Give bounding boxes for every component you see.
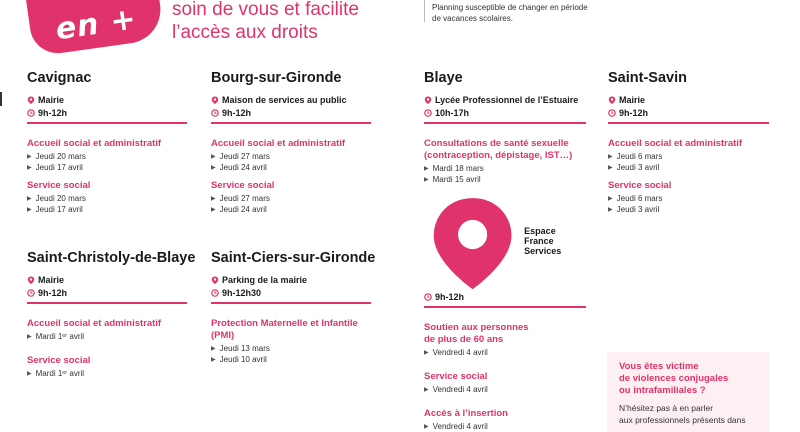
clock-icon: [27, 289, 35, 297]
location-pin-icon: [608, 96, 616, 104]
location-pin-icon: [424, 192, 521, 289]
service-title: Service social: [27, 355, 91, 366]
city-title: Saint-Savin: [608, 70, 687, 86]
planning-divider: [424, 0, 425, 22]
triangle-right-icon: ▶: [211, 165, 216, 171]
triangle-right-icon: ▶: [424, 387, 429, 394]
date-item: [608, 205, 769, 214]
divider: [211, 122, 371, 124]
triangle-right-icon: ▶: [27, 207, 32, 213]
edge-marker: [0, 92, 2, 106]
time: [211, 288, 371, 298]
triangle-right-icon: ▶: [211, 357, 216, 363]
place: [27, 95, 187, 105]
date-item: [608, 152, 769, 161]
planning-note-line-2: de vacances scolaires.: [432, 13, 513, 23]
box-title-line: ou intrafamiliales ?: [619, 385, 706, 396]
city-title: Saint-Ciers-sur-Gironde: [211, 250, 376, 266]
time-label: 9h-12h: [38, 288, 68, 298]
date-label: Jeudi 17 avril: [35, 163, 83, 172]
box-title-line: de violences conjugales: [619, 373, 729, 384]
service-title-line: Soutien aux personnes: [424, 322, 529, 334]
date-item: [211, 355, 371, 364]
location-pin-icon: [211, 96, 219, 104]
place-label: Mairie: [619, 95, 646, 105]
triangle-right-icon: ▶: [27, 196, 32, 202]
date-label: Jeudi 10 avril: [219, 355, 267, 364]
place-label: Parking de la mairie: [222, 275, 308, 285]
place-label: Mairie: [38, 95, 65, 105]
city-title: Blaye: [424, 70, 463, 86]
time-label: 9h-12h: [38, 108, 68, 118]
triangle-right-icon: ▶: [608, 196, 613, 202]
date-item: [211, 205, 371, 214]
service-title: Accueil social et administratif: [27, 318, 162, 329]
date-label: Jeudi 6 mars: [616, 194, 663, 203]
triangle-right-icon: ▶: [27, 165, 32, 171]
date-item: [424, 164, 586, 173]
date-item: [27, 194, 187, 203]
service-title-line: (contraception, dépistage, IST…): [424, 150, 573, 161]
box-title: [619, 361, 769, 397]
date-label: Jeudi 3 avril: [616, 205, 660, 214]
time: [27, 288, 187, 298]
service-title: [211, 318, 371, 342]
logo-text: en +: [53, 1, 139, 48]
date-item: [424, 175, 586, 184]
time: [424, 292, 586, 302]
date-label: Jeudi 20 mars: [35, 194, 86, 203]
triangle-right-icon: ▶: [608, 207, 613, 213]
time-label: 9h-12h: [435, 292, 465, 303]
location-pin-icon: [424, 96, 432, 104]
service-title: Accès à l’insertion: [424, 408, 508, 420]
date-label: Vendredi 4 avril: [432, 385, 488, 395]
time-label: 9h-12h: [222, 108, 252, 118]
clock-icon: [211, 109, 219, 117]
tagline: [172, 0, 359, 44]
divider: [27, 302, 187, 304]
service-title: Service social: [211, 180, 275, 191]
city-title: Cavignac: [27, 70, 92, 86]
date-item: [608, 163, 769, 172]
place-label: Maison de services au public: [222, 95, 347, 105]
place: [211, 275, 371, 285]
date-item: [27, 163, 187, 172]
service-title: Accueil social et administratif: [211, 138, 346, 149]
divider: [424, 122, 586, 124]
date-label: Mardi 1ᵉʳ avril: [35, 332, 85, 341]
date-label: Jeudi 24 avril: [219, 163, 267, 172]
place: [27, 275, 187, 285]
date-label: Jeudi 27 mars: [219, 152, 270, 161]
triangle-right-icon: ▶: [424, 424, 429, 431]
triangle-right-icon: ▶: [27, 371, 32, 377]
date-label: Jeudi 20 mars: [35, 152, 86, 161]
triangle-right-icon: ▶: [211, 346, 216, 352]
saint-christoly-section: [27, 250, 196, 378]
time: [424, 108, 586, 118]
place: [608, 95, 769, 105]
service-title: Service social: [424, 371, 488, 383]
date-label: Jeudi 27 mars: [219, 194, 270, 203]
blaye-section: [424, 70, 586, 431]
logo: [23, 0, 165, 57]
clock-icon: [424, 109, 432, 117]
time: [27, 108, 187, 118]
service-title: [424, 138, 586, 162]
date-item: [211, 194, 371, 203]
location-pin-icon: [27, 276, 35, 284]
divider: [424, 306, 586, 308]
triangle-right-icon: ▶: [27, 154, 32, 160]
date-item: [27, 205, 187, 214]
triangle-right-icon: ▶: [27, 334, 32, 340]
divider: [27, 122, 187, 124]
service-title: Accueil social et administratif: [27, 138, 162, 149]
service-title-line: Consultations de santé sexuelle: [424, 138, 569, 149]
date-label: Jeudi 6 mars: [616, 152, 663, 161]
date-item: [608, 194, 769, 203]
time: [211, 108, 371, 118]
box-text-line: N’hésitez pas à en parler: [619, 403, 714, 413]
box-text-line: aux professionnels présents dans: [619, 415, 746, 425]
clock-icon: [27, 109, 35, 117]
violence-info-box: [607, 352, 769, 432]
date-label: Jeudi 13 mars: [219, 344, 270, 353]
triangle-right-icon: ▶: [211, 207, 216, 213]
clock-icon: [424, 293, 432, 301]
saint-savin-section: [608, 70, 769, 214]
triangle-right-icon: ▶: [424, 350, 429, 357]
place-label: Mairie: [38, 275, 65, 285]
tagline-line-2: l’accès aux droits: [172, 22, 318, 43]
triangle-right-icon: ▶: [608, 165, 613, 171]
triangle-right-icon: ▶: [211, 154, 216, 160]
triangle-right-icon: ▶: [424, 177, 429, 183]
date-label: Jeudi 3 avril: [616, 163, 660, 172]
date-item: [27, 152, 187, 161]
service-title: Accueil social et administratif: [608, 138, 743, 149]
tagline-line-1: soin de vous et facilite: [172, 0, 359, 20]
date-item: [424, 422, 586, 431]
date-item: [424, 385, 586, 394]
service-title-line: de plus de 60 ans: [424, 334, 504, 346]
service-title: Service social: [608, 180, 672, 191]
date-label: Mardi 18 mars: [432, 164, 484, 173]
clock-icon: [211, 289, 219, 297]
service-title: Service social: [27, 180, 91, 191]
triangle-right-icon: ▶: [211, 196, 216, 202]
triangle-right-icon: ▶: [608, 154, 613, 160]
date-item: [424, 348, 586, 357]
divider: [211, 302, 371, 304]
place-label: Lycée Professionnel de l’Estuaire: [435, 95, 579, 105]
time-label: 9h-12h: [619, 108, 649, 118]
date-label: Mardi 15 avril: [432, 175, 481, 184]
box-text: [619, 402, 769, 426]
location-pin-icon: [27, 96, 35, 104]
place: [211, 95, 371, 105]
clock-icon: [608, 109, 616, 117]
date-label: Jeudi 24 avril: [219, 205, 267, 214]
city-title: Saint-Christoly-de-Blaye: [27, 250, 196, 266]
date-label: Vendredi 4 avril: [432, 348, 488, 358]
time-label: 10h-17h: [435, 108, 470, 118]
bourg-section: [211, 70, 371, 214]
time: [608, 108, 769, 118]
box-title-line: Vous êtes victime: [619, 361, 699, 372]
date-label: Mardi 1ᵉʳ avril: [35, 369, 85, 378]
date-item: [211, 163, 371, 172]
saint-ciers-section: [211, 250, 376, 364]
location-pin-icon: [211, 276, 219, 284]
divider: [608, 122, 769, 124]
date-label: Jeudi 17 avril: [35, 205, 83, 214]
place: [424, 192, 586, 289]
date-item: [27, 369, 187, 378]
date-item: [211, 344, 371, 353]
planning-note: [432, 3, 642, 24]
cavignac-section: [27, 70, 187, 214]
service-title-line: (PMI): [211, 330, 235, 341]
date-item: [211, 152, 371, 161]
planning-note-line-1: Planning susceptible de changer en période: [432, 3, 588, 12]
city-title: Bourg-sur-Gironde: [211, 70, 342, 86]
place-label: Espace France Services: [524, 225, 562, 256]
time-label: 9h-12h30: [222, 288, 262, 298]
place: [424, 95, 586, 105]
date-label: Vendredi 4 avril: [432, 422, 488, 432]
service-title-line: Protection Maternelle et Infantile: [211, 318, 358, 329]
triangle-right-icon: ▶: [424, 166, 429, 172]
service-title: [424, 322, 586, 346]
date-item: [27, 332, 187, 341]
